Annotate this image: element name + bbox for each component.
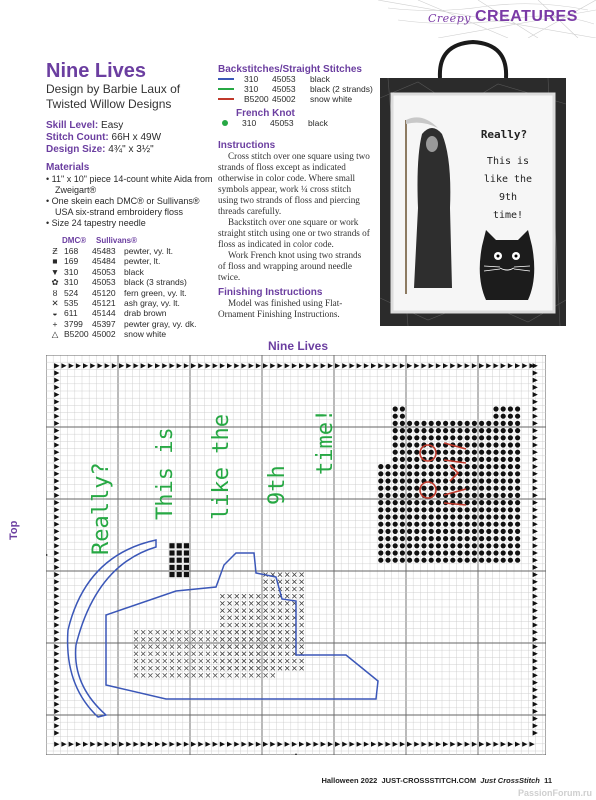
backstitch-heading: Backstitches/Straight Stitches (218, 64, 362, 75)
header-creepy: Creepy (428, 12, 471, 25)
key-symbol: ▼ (50, 266, 60, 277)
key-dmc: 310 (64, 277, 79, 288)
chart-top-label: Top (8, 520, 20, 540)
key-dmc: B5200 (64, 329, 89, 340)
finishing-text: Model was finished using Flat-Ornament Finishing Instructions. (218, 298, 343, 319)
key-color-name: ash gray, vy. lt. (124, 298, 180, 309)
backstitch-row (218, 74, 373, 84)
key-symbol: + (52, 318, 58, 329)
backstitch-name: snow white (310, 94, 353, 104)
key-symbol: ◒ (52, 308, 58, 319)
reaper-face (426, 136, 438, 152)
count-label: Stitch Count: (46, 132, 109, 143)
key-symbol: △ (51, 329, 59, 340)
key-sullivans: 45120 (92, 287, 116, 298)
key-row (46, 267, 196, 277)
instructions-paragraph: Cross stitch over one square using two strands of floss except as indicated otherwise in color code. Where small symbols appear, work ¼ cross stitch using two strands of floss and piercing threads carefully. (218, 151, 370, 216)
pattern-specs (46, 120, 161, 156)
key-row (46, 277, 196, 287)
black-cat (480, 230, 535, 300)
page-footer (321, 776, 552, 785)
footer-page-number: 11 (544, 776, 552, 785)
finished-ornament-photo (378, 38, 568, 328)
french-knot-row (218, 118, 328, 128)
key-symbol: ȣ (52, 287, 58, 298)
hanger-cord (440, 42, 506, 78)
key-sullivans: 45053 (92, 266, 116, 277)
chart-text-time: time! (313, 408, 338, 475)
key-symbol: ✿ (51, 277, 59, 288)
designer-line-2: Twisted Willow Designs (46, 97, 172, 111)
backstitch-dmc: B5200 (244, 94, 269, 104)
key-sullivans: 45144 (92, 308, 116, 319)
key-sullivans: 45484 (92, 256, 116, 267)
key-color-name: pewter, vy. lt. (124, 246, 173, 256)
key-sullivans: 45397 (92, 318, 116, 329)
chart-text-9th: 9th (265, 465, 290, 505)
key-sullivans-head: Sullivans® (96, 236, 138, 245)
cross-stitch-chart (46, 355, 546, 755)
key-header (62, 236, 137, 245)
materials-item: • Size 24 tapestry needle (46, 218, 146, 228)
french-knot-heading: French Knot (236, 108, 295, 119)
backstitch-line-swatch (218, 98, 234, 100)
materials-heading: Materials (46, 162, 90, 173)
key-color-name: snow white (124, 329, 167, 340)
key-sullivans: 45121 (92, 298, 116, 309)
backstitch-name: black (2 strands) (310, 84, 373, 94)
key-dmc-head: DMC® (62, 236, 87, 245)
fk-name: black (308, 118, 328, 128)
key-color-name: pewter, lt. (124, 256, 161, 267)
backstitch-list (218, 74, 373, 104)
key-dmc: 3799 (64, 318, 83, 329)
designer-line-1: Design by Barbie Laux of (46, 82, 181, 96)
key-color-name: pewter gray, vy. dk. (124, 318, 197, 329)
chart-text-really: Really? (89, 462, 114, 555)
key-color-name: black (124, 266, 144, 277)
backstitch-dmc: 310 (244, 74, 259, 84)
photo-text-line2: This is (486, 156, 530, 167)
pattern-title: Nine Lives (46, 60, 147, 82)
chart-text-this-is: This is (153, 427, 178, 520)
key-row (46, 319, 196, 329)
reaper-robe (414, 128, 452, 288)
backstitch-row (218, 94, 373, 104)
instructions-paragraph: Work French knot using two strands of floss and wrapping around needle twice. (218, 250, 362, 282)
skill-label: Skill Level: (46, 120, 99, 131)
count-value: 66H x 49W (111, 132, 162, 143)
key-color-name: fern green, vy. lt. (124, 287, 187, 298)
key-dmc: 168 (64, 246, 79, 256)
finishing-heading: Finishing Instructions (218, 287, 323, 298)
key-row (46, 308, 196, 318)
key-dmc: 524 (64, 287, 79, 298)
instructions-heading: Instructions (218, 140, 276, 151)
french-knot-dot (222, 120, 228, 126)
materials-list (46, 174, 216, 229)
chart-title: Nine Lives (267, 339, 329, 353)
materials-item: • 11" x 10" piece 14-count white Aida from Zweigart® (46, 174, 213, 195)
key-dmc: 169 (64, 256, 79, 267)
size-label: Design Size: (46, 144, 106, 155)
photo-text-line3: like the (483, 174, 533, 185)
color-key (46, 246, 196, 340)
key-sullivans: 45483 (92, 246, 116, 256)
key-sullivans: 45002 (92, 329, 116, 340)
backstitch-line-swatch (218, 88, 234, 90)
header-creatures: CREATURES (475, 8, 578, 25)
chart-text-like-the: like the (209, 414, 234, 520)
size-value: 4¾" x 3½" (108, 144, 154, 155)
key-sullivans: 45053 (92, 277, 116, 288)
backstitch-sullivans: 45002 (272, 94, 296, 104)
photo-text-line1: Really? (480, 128, 528, 141)
watermark: PassionForum.ru (517, 788, 592, 798)
footer-magazine: Just CrossStitch (480, 776, 540, 785)
key-dmc: 310 (64, 266, 79, 277)
key-symbol: ■ (52, 256, 58, 267)
skill-value: Easy (101, 120, 124, 131)
key-symbol: Ƶ (52, 246, 58, 256)
fk-sullivans: 45053 (270, 118, 294, 128)
key-row (46, 246, 196, 256)
key-dmc: 535 (64, 298, 79, 309)
backstitch-name: black (310, 74, 330, 84)
key-row (46, 288, 196, 298)
designer-credit (46, 82, 216, 112)
key-dmc: 611 (64, 308, 78, 319)
backstitch-sullivans: 45053 (272, 84, 296, 94)
key-row (46, 298, 196, 308)
instructions-paragraph: Backstitch over one square or work straight stitch using one or two strands of floss as indicated in color code. (218, 217, 370, 249)
key-symbol: ✕ (51, 298, 59, 309)
key-color-name: drab brown (124, 308, 167, 319)
chart-grid (46, 355, 546, 755)
instructions-text (218, 151, 370, 283)
backstitch-line-swatch (218, 78, 234, 80)
photo-text-line5: time! (492, 210, 524, 221)
materials-item: • One skein each DMC® or Sullivans® USA six-strand embroidery floss (46, 196, 200, 217)
key-row (46, 256, 196, 266)
key-color-name: black (3 strands) (124, 277, 187, 288)
footer-url: JUST-CROSSSTITCH.COM (381, 776, 477, 785)
footer-issue: Halloween 2022 (321, 776, 378, 785)
backstitch-sullivans: 45053 (272, 74, 296, 84)
backstitch-dmc: 310 (244, 84, 259, 94)
photo-text-line4: 9th (498, 192, 518, 203)
fk-dmc: 310 (242, 118, 257, 128)
backstitch-row (218, 84, 373, 94)
